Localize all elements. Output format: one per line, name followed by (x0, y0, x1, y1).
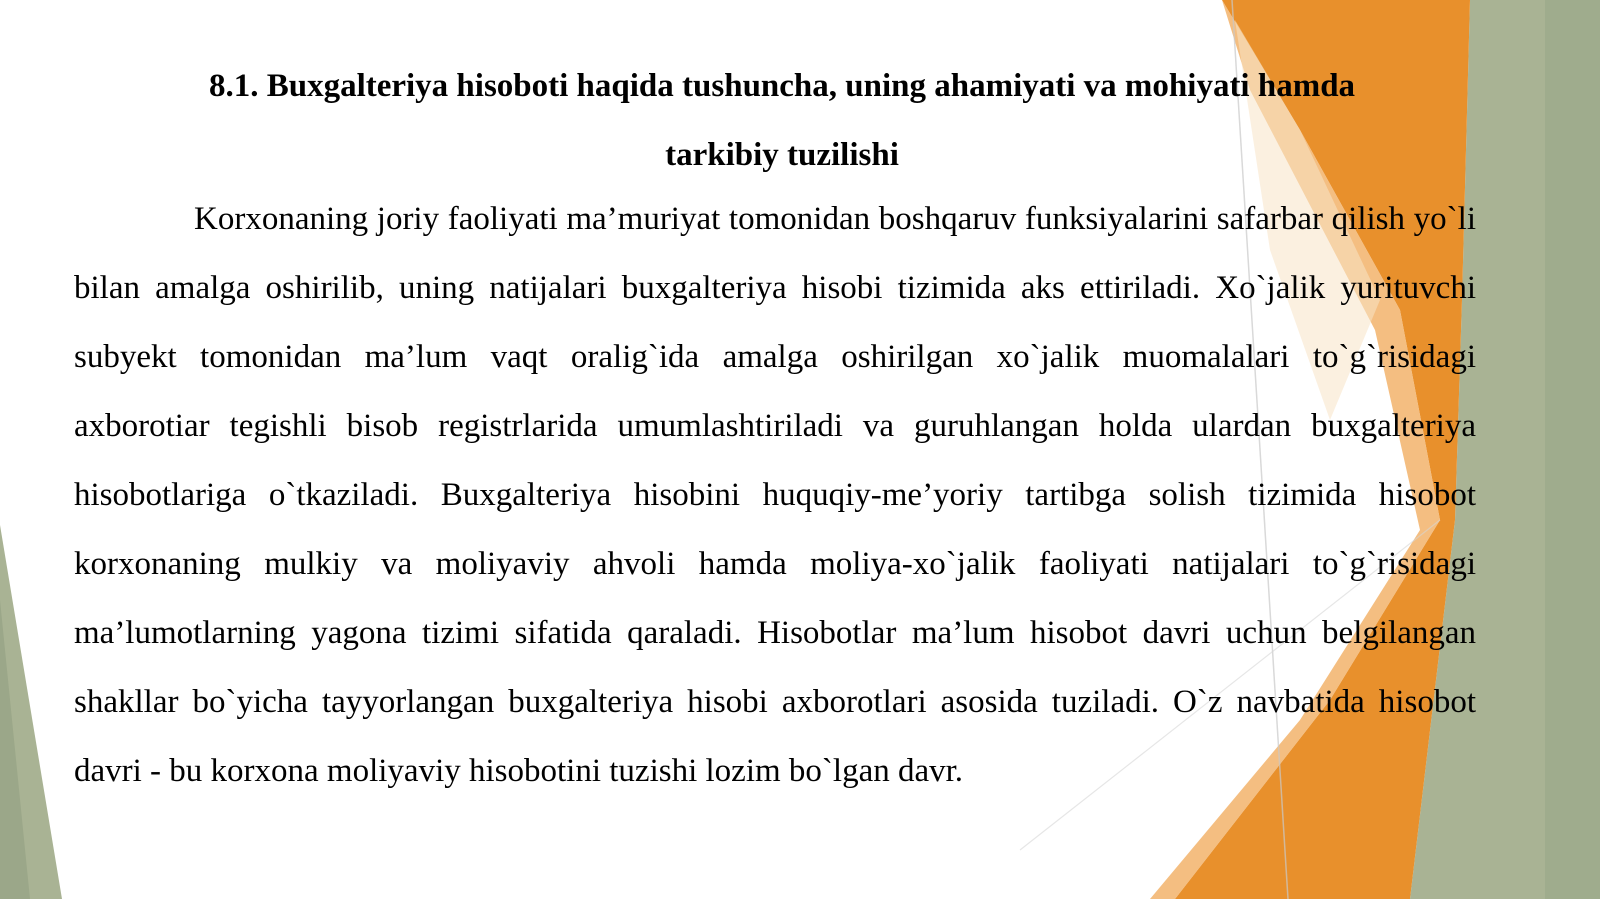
slide-title (0, 52, 1564, 190)
slide-title-line-1: 8.1. Buxgalteriya hisoboti haqida tushuncha, uning ahamiyati va mohiyati hamda (208, 68, 1356, 104)
body-paragraph: Korxonaning joriy faoliyati ma’muriyat tomonidan boshqaruv funksiyalarini safarbar qilish yo`li bilan amalga oshirilib, uning natijalari buxgalteriya hisobi tizimida aks ettiriladi. Xo`jalik yurituvchi subyekt tomonidan ma’lum vaqt oralig`ida amalga oshirilgan xo`jalik muomalalari to`g`risidagi axborotiar tegishli bisob registrlarida umumlashtiriladi va guruhlangan holda ulardan buxgalteriya hisobotlariga o`tkaziladi. Buxgalteriya hisobini huquqiy-me’yoriy tartibga solish tizimida hisobot korxonaning mulkiy va moliyaviy ahvoli hamda moliya-xo`jalik faoliyati natijalari to`g`risidagi ma’lumotlarning yagona tizimi sifatida qaraladi. Hisobotlar ma’lum hisobot davri uchun belgilangan shakllar bo`yicha tayyorlangan buxgalteriya hisobi axborotlari asosida tuziladi. O`z navbatida hisobot davri - bu korxona moliyaviy hisobotini tuzishi lozim bo`lgan davr. (74, 201, 1476, 789)
slide-title-line-2: tarkibiy tuzilishi (665, 137, 899, 173)
